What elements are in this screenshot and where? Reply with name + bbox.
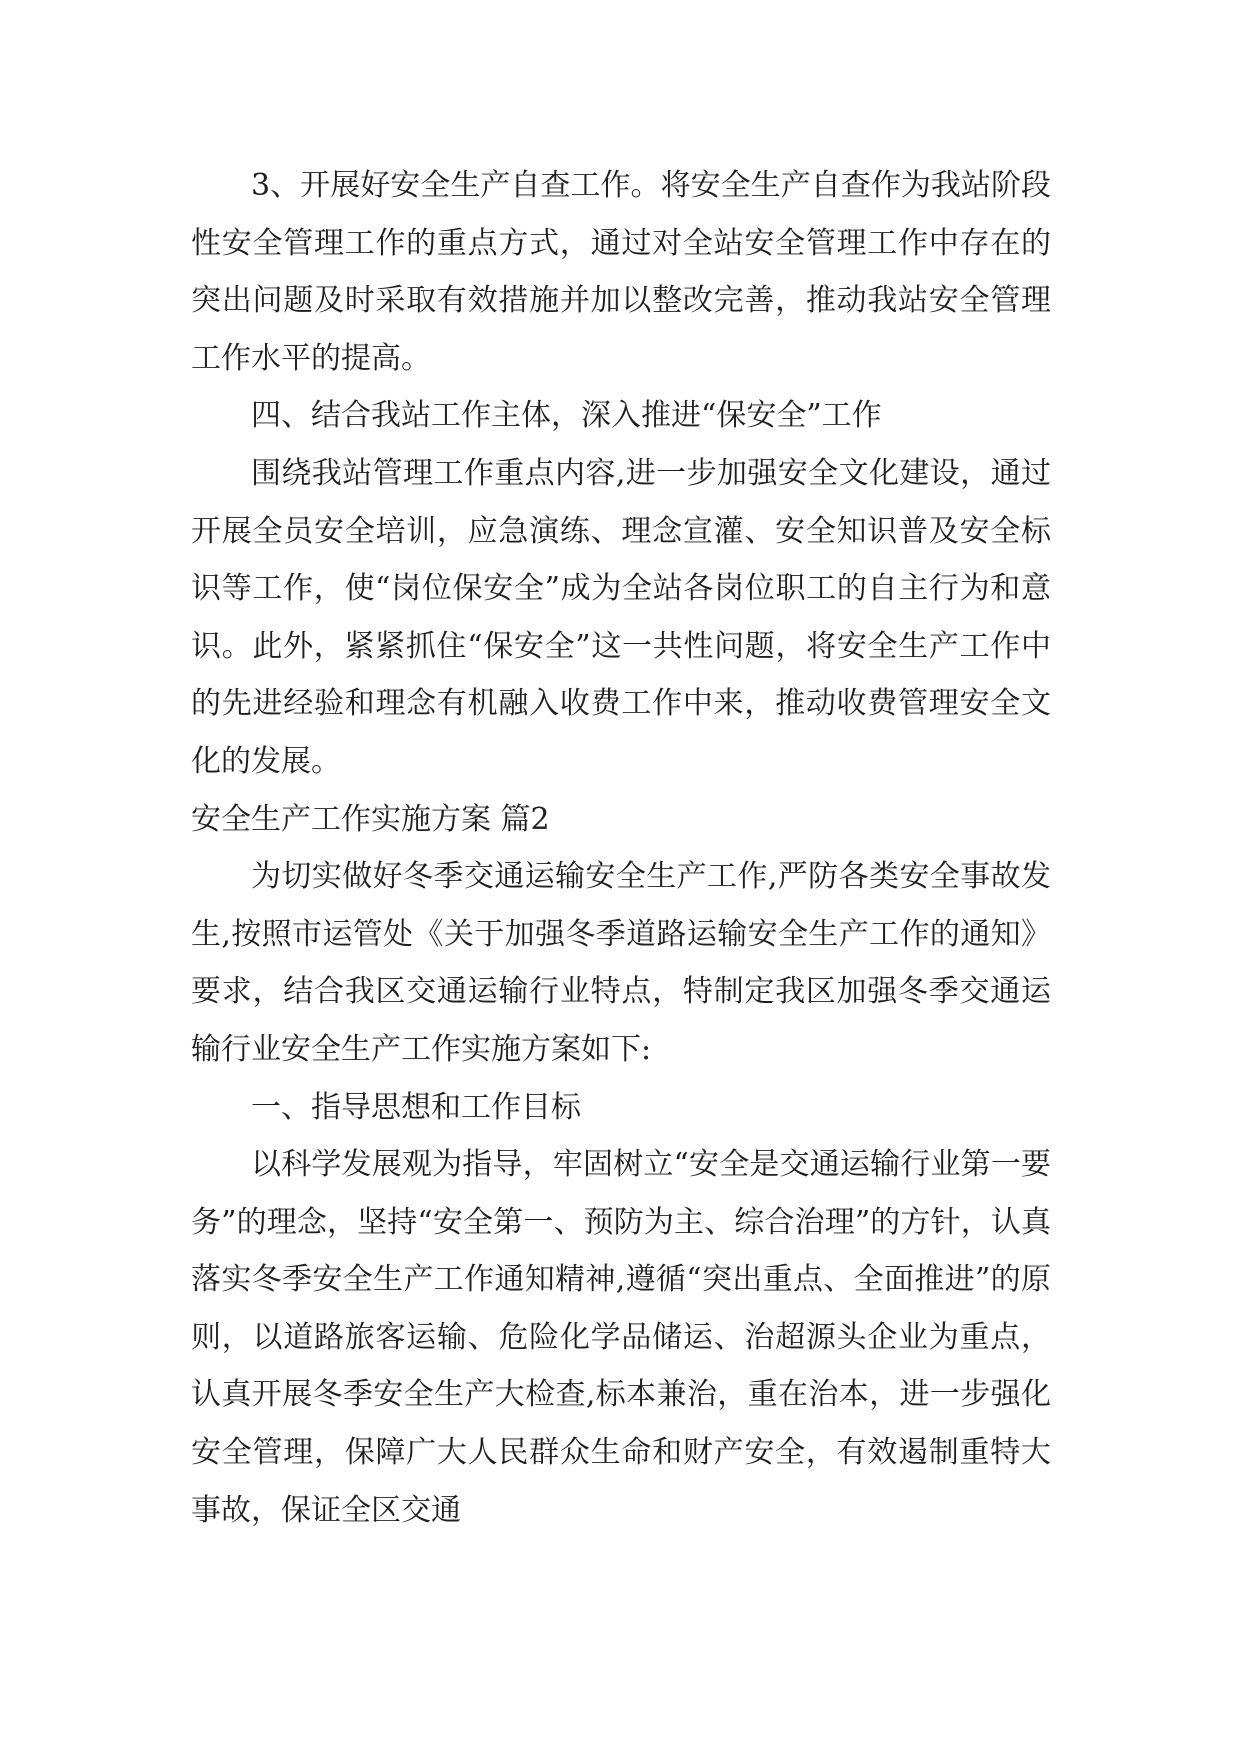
paragraph-self-inspection: 3、开展好安全生产自查工作。将安全生产自查作为我站阶段性安全管理工作的重点方式，通过对全站安全管理工作中存在的突出问题及时采取有效措施并加以整改完善，推动我站安全管理工作水平的提高。	[191, 168, 1051, 376]
paragraph-winter-intro: 为切实做好冬季交通运输安全生产工作,严防各类安全事故发生,按照市运管处《关于加强冬季道路运输安全生产工作的通知》要求，结合我区交通运输行业特点，特制定我区加强冬季交通运输行业安全生产工作实施方案如下:	[191, 859, 1051, 1067]
section-heading-four: 四、结合我站工作主体，深入推进“保安全”工作	[251, 398, 882, 434]
paragraph-safety-culture: 围绕我站管理工作重点内容,进一步加强安全文化建设，通过开展全员安全培训，应急演练、理念宣灌、安全知识普及安全标识等工作，使“岗位保安全”成为全站各岗位职工的自主行为和意识。此外，紧紧抓住“保安全”这一共性问题，将安全生产工作中的先进经验和理念有机融入收费工作中来，推动收费管理安全文化的发展。	[191, 455, 1051, 779]
plan-title: 安全生产工作实施方案 篇2	[191, 801, 550, 837]
document-body	[191, 157, 1051, 1539]
section-heading-guiding-thought: 一、指导思想和工作目标	[251, 1089, 581, 1125]
paragraph-guiding-body: 以科学发展观为指导，牢固树立“安全是交通运输行业第一要务”的理念，坚持“安全第一、预防为主、综合治理”的方针，认真落实冬季安全生产工作通知精神,遵循“突出重点、全面推进”的原则，以道路旅客运输、危险化学品储运、治超源头企业为重点，认真开展冬季安全生产大检查,标本兼治，重在治本，进一步强化安全管理，保障广大人民群众生命和财产安全，有效遏制重特大事故，保证全区交通	[191, 1147, 1051, 1528]
